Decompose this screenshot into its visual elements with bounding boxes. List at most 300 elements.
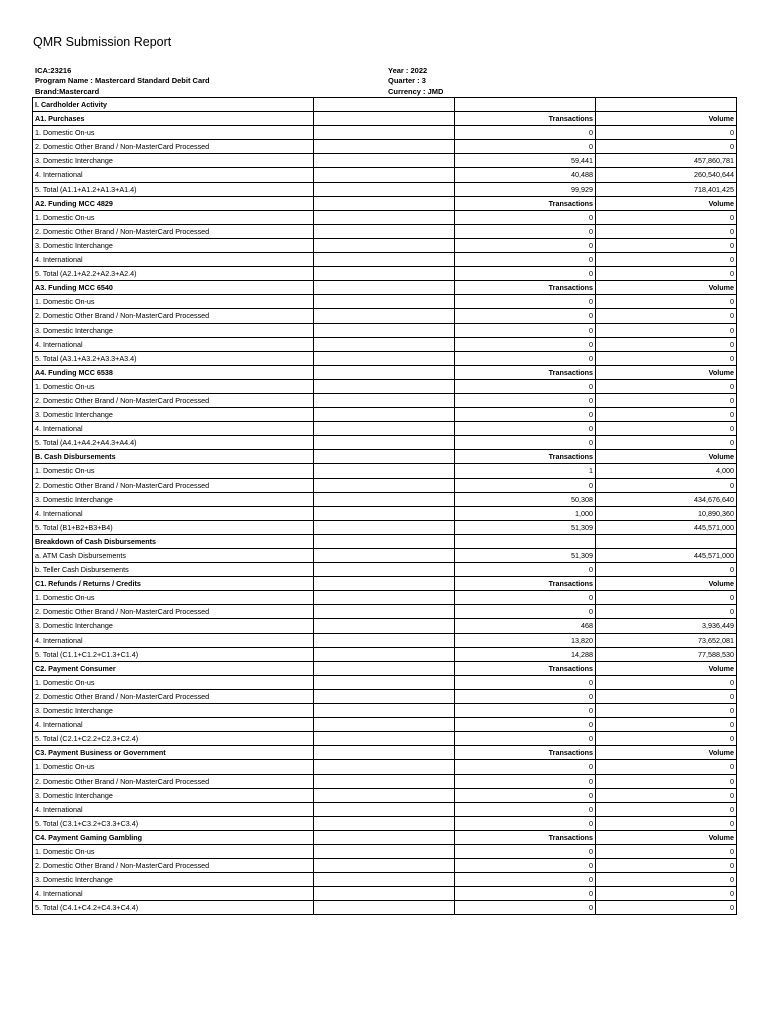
section-header-row <box>33 450 737 464</box>
program-name-label: Program Name : Mastercard Standard Debit Card <box>35 76 210 86</box>
volume-header-cell: Volume <box>596 577 737 591</box>
blank-cell <box>314 619 455 633</box>
blank-cell <box>314 154 455 168</box>
blank-cell <box>314 140 455 154</box>
blank-cell <box>314 760 455 774</box>
row-label-cell: 2. Domestic Other Brand / Non-MasterCard Processed <box>33 774 314 788</box>
table-row <box>33 408 737 422</box>
section-title-cell: A2. Funding MCC 4829 <box>33 196 314 210</box>
blank-cell <box>314 830 455 844</box>
volume-cell: 0 <box>596 309 737 323</box>
blank-cell <box>314 295 455 309</box>
row-label-cell: 1. Domestic On-us <box>33 760 314 774</box>
table-row <box>33 520 737 534</box>
transactions-cell: 0 <box>455 901 596 915</box>
table-row <box>33 140 737 154</box>
volume-cell: 0 <box>596 337 737 351</box>
transactions-header-cell: Transactions <box>455 196 596 210</box>
section-title-cell: B. Cash Disbursements <box>33 450 314 464</box>
volume-cell: 0 <box>596 732 737 746</box>
row-label-cell: 3. Domestic Interchange <box>33 408 314 422</box>
row-label-cell: 2. Domestic Other Brand / Non-MasterCard Processed <box>33 140 314 154</box>
transactions-cell: 0 <box>455 408 596 422</box>
table-row <box>33 859 737 873</box>
table-row <box>33 704 737 718</box>
table-row <box>33 323 737 337</box>
table-row <box>33 718 737 732</box>
row-label-cell: 3. Domestic Interchange <box>33 619 314 633</box>
blank-cell <box>314 718 455 732</box>
volume-cell: 4,000 <box>596 464 737 478</box>
table-row <box>33 337 737 351</box>
transactions-header-cell: Transactions <box>455 365 596 379</box>
transactions-cell: 50,308 <box>455 492 596 506</box>
blank-cell <box>314 746 455 760</box>
transactions-header-cell: Transactions <box>455 830 596 844</box>
volume-header-cell: Volume <box>596 661 737 675</box>
table-row <box>33 901 737 915</box>
volume-cell: 0 <box>596 844 737 858</box>
table-row <box>33 887 737 901</box>
transactions-header-cell: Transactions <box>455 112 596 126</box>
blank-cell <box>314 126 455 140</box>
blank-cell <box>314 887 455 901</box>
volume-cell: 0 <box>596 802 737 816</box>
blank-cell <box>314 802 455 816</box>
row-label-cell: 4. International <box>33 633 314 647</box>
volume-cell: 0 <box>596 689 737 703</box>
row-label-cell: a. ATM Cash Disbursements <box>33 549 314 563</box>
transactions-cell: 0 <box>455 689 596 703</box>
section-header-row <box>33 281 737 295</box>
transactions-header-cell: Transactions <box>455 281 596 295</box>
table-row <box>33 633 737 647</box>
transactions-cell: 0 <box>455 238 596 252</box>
transactions-cell: 1,000 <box>455 506 596 520</box>
blank-cell <box>314 774 455 788</box>
transactions-cell: 0 <box>455 859 596 873</box>
row-label-cell: 3. Domestic Interchange <box>33 323 314 337</box>
brand-label: Brand:Mastercard <box>35 86 100 96</box>
blank-cell <box>314 647 455 661</box>
row-label-cell: 5. Total (C3.1+C3.2+C3.3+C3.4) <box>33 816 314 830</box>
volume-cell: 0 <box>596 210 737 224</box>
volume-cell: 0 <box>596 887 737 901</box>
volume-cell: 0 <box>596 859 737 873</box>
table-row <box>33 816 737 830</box>
volume-cell: 434,676,640 <box>596 492 737 506</box>
blank-cell <box>314 549 455 563</box>
table-row <box>33 605 737 619</box>
transactions-cell: 99,929 <box>455 182 596 196</box>
transactions-cell: 0 <box>455 788 596 802</box>
volume-header-cell: Volume <box>596 746 737 760</box>
transactions-cell: 51,309 <box>455 549 596 563</box>
volume-cell: 0 <box>596 408 737 422</box>
transactions-cell: 0 <box>455 337 596 351</box>
blank-cell <box>314 422 455 436</box>
transactions-cell: 0 <box>455 816 596 830</box>
row-label-cell: 1. Domestic On-us <box>33 126 314 140</box>
section-title-cell: A3. Funding MCC 6540 <box>33 281 314 295</box>
report-meta-left <box>35 66 210 97</box>
table-row <box>33 873 737 887</box>
section-header-row <box>33 365 737 379</box>
volume-cell: 0 <box>596 351 737 365</box>
section-title-cell: C4. Payment Gaming Gambling <box>33 830 314 844</box>
row-label-cell: 1. Domestic On-us <box>33 844 314 858</box>
blank-cell <box>314 534 455 548</box>
transactions-cell: 0 <box>455 126 596 140</box>
volume-header-cell: Volume <box>596 450 737 464</box>
report-table-body <box>33 98 737 915</box>
section-header-row <box>33 98 737 112</box>
section-header-row <box>33 830 737 844</box>
volume-cell: 77,588,530 <box>596 647 737 661</box>
section-header-row <box>33 577 737 591</box>
volume-header-cell: Volume <box>596 365 737 379</box>
blank-cell <box>314 436 455 450</box>
volume-cell: 0 <box>596 605 737 619</box>
table-row <box>33 295 737 309</box>
section-title-cell: C3. Payment Business or Government <box>33 746 314 760</box>
row-label-cell: 3. Domestic Interchange <box>33 154 314 168</box>
row-label-cell: 4. International <box>33 422 314 436</box>
row-label-cell: 4. International <box>33 168 314 182</box>
transactions-cell: 0 <box>455 563 596 577</box>
transactions-cell: 0 <box>455 323 596 337</box>
blank-cell <box>314 393 455 407</box>
table-row <box>33 689 737 703</box>
transactions-cell: 0 <box>455 393 596 407</box>
blank-cell <box>314 605 455 619</box>
row-label-cell: 2. Domestic Other Brand / Non-MasterCard Processed <box>33 393 314 407</box>
row-label-cell: 2. Domestic Other Brand / Non-MasterCard Processed <box>33 224 314 238</box>
table-row <box>33 675 737 689</box>
blank-cell <box>314 563 455 577</box>
table-row <box>33 210 737 224</box>
transactions-header-cell <box>455 534 596 548</box>
blank-cell <box>314 816 455 830</box>
blank-cell <box>314 506 455 520</box>
blank-cell <box>314 675 455 689</box>
transactions-cell: 0 <box>455 873 596 887</box>
blank-cell <box>314 661 455 675</box>
row-label-cell: 2. Domestic Other Brand / Non-MasterCard Processed <box>33 859 314 873</box>
transactions-cell: 0 <box>455 844 596 858</box>
transactions-header-cell: Transactions <box>455 661 596 675</box>
row-label-cell: 1. Domestic On-us <box>33 210 314 224</box>
section-title-cell: Breakdown of Cash Disbursements <box>33 534 314 548</box>
volume-header-cell: Volume <box>596 281 737 295</box>
section-header-row <box>33 661 737 675</box>
volume-cell: 0 <box>596 126 737 140</box>
table-row <box>33 126 737 140</box>
transactions-cell: 0 <box>455 379 596 393</box>
table-row <box>33 619 737 633</box>
transactions-cell: 0 <box>455 140 596 154</box>
blank-cell <box>314 577 455 591</box>
volume-cell: 0 <box>596 591 737 605</box>
blank-cell <box>314 732 455 746</box>
row-label-cell: 2. Domestic Other Brand / Non-MasterCard Processed <box>33 605 314 619</box>
transactions-cell: 14,288 <box>455 647 596 661</box>
volume-cell: 260,540,644 <box>596 168 737 182</box>
section-title-cell: A4. Funding MCC 6538 <box>33 365 314 379</box>
transactions-cell: 13,820 <box>455 633 596 647</box>
transactions-cell: 0 <box>455 224 596 238</box>
volume-cell: 0 <box>596 379 737 393</box>
table-row <box>33 802 737 816</box>
transactions-cell: 0 <box>455 309 596 323</box>
volume-cell: 0 <box>596 901 737 915</box>
transactions-cell: 0 <box>455 675 596 689</box>
volume-cell: 0 <box>596 238 737 252</box>
volume-cell: 0 <box>596 718 737 732</box>
volume-cell: 0 <box>596 816 737 830</box>
row-label-cell: 5. Total (B1+B2+B3+B4) <box>33 520 314 534</box>
volume-cell: 0 <box>596 140 737 154</box>
blank-cell <box>314 196 455 210</box>
table-row <box>33 844 737 858</box>
table-row <box>33 267 737 281</box>
volume-cell: 0 <box>596 760 737 774</box>
transactions-cell: 0 <box>455 718 596 732</box>
row-label-cell: 4. International <box>33 337 314 351</box>
table-row <box>33 309 737 323</box>
transactions-cell: 0 <box>455 478 596 492</box>
volume-header-cell: Volume <box>596 830 737 844</box>
row-label-cell: 4. International <box>33 802 314 816</box>
row-label-cell: 3. Domestic Interchange <box>33 788 314 802</box>
table-row <box>33 379 737 393</box>
transactions-cell: 0 <box>455 436 596 450</box>
row-label-cell: 5. Total (C2.1+C2.2+C2.3+C2.4) <box>33 732 314 746</box>
row-label-cell: 5. Total (C1.1+C1.2+C1.3+C1.4) <box>33 647 314 661</box>
table-row <box>33 732 737 746</box>
blank-cell <box>314 464 455 478</box>
transactions-cell: 0 <box>455 704 596 718</box>
row-label-cell: 4. International <box>33 718 314 732</box>
blank-cell <box>314 478 455 492</box>
table-row <box>33 182 737 196</box>
transactions-cell: 0 <box>455 253 596 267</box>
volume-cell: 0 <box>596 563 737 577</box>
table-row <box>33 549 737 563</box>
table-row <box>33 253 737 267</box>
volume-cell: 0 <box>596 436 737 450</box>
volume-cell: 0 <box>596 295 737 309</box>
transactions-header-cell: Transactions <box>455 577 596 591</box>
volume-header-cell: Volume <box>596 112 737 126</box>
row-label-cell: 2. Domestic Other Brand / Non-MasterCard Processed <box>33 309 314 323</box>
row-label-cell: 5. Total (A2.1+A2.2+A2.3+A2.4) <box>33 267 314 281</box>
section-title-cell: C2. Payment Consumer <box>33 661 314 675</box>
row-label-cell: 3. Domestic Interchange <box>33 873 314 887</box>
transactions-cell: 40,488 <box>455 168 596 182</box>
quarter-label: Quarter : 3 <box>388 76 426 86</box>
row-label-cell: 2. Domestic Other Brand / Non-MasterCard Processed <box>33 478 314 492</box>
transactions-cell: 51,309 <box>455 520 596 534</box>
blank-cell <box>314 365 455 379</box>
blank-cell <box>314 98 455 112</box>
transactions-header-cell <box>455 98 596 112</box>
blank-cell <box>314 591 455 605</box>
blank-cell <box>314 309 455 323</box>
row-label-cell: 1. Domestic On-us <box>33 675 314 689</box>
transactions-cell: 0 <box>455 267 596 281</box>
volume-cell: 0 <box>596 774 737 788</box>
volume-cell: 0 <box>596 323 737 337</box>
blank-cell <box>314 704 455 718</box>
volume-cell: 73,652,081 <box>596 633 737 647</box>
report-table <box>32 97 737 915</box>
volume-cell: 0 <box>596 704 737 718</box>
section-title-cell: A1. Purchases <box>33 112 314 126</box>
volume-cell: 0 <box>596 422 737 436</box>
table-row <box>33 393 737 407</box>
section-header-row <box>33 112 737 126</box>
table-row <box>33 774 737 788</box>
row-label-cell: 5. Total (A4.1+A4.2+A4.3+A4.4) <box>33 436 314 450</box>
volume-cell: 0 <box>596 788 737 802</box>
blank-cell <box>314 323 455 337</box>
table-row <box>33 224 737 238</box>
table-row <box>33 464 737 478</box>
transactions-cell: 0 <box>455 760 596 774</box>
transactions-cell: 0 <box>455 802 596 816</box>
transactions-cell: 0 <box>455 351 596 365</box>
transactions-cell: 0 <box>455 295 596 309</box>
table-row <box>33 238 737 252</box>
blank-cell <box>314 253 455 267</box>
blank-cell <box>314 224 455 238</box>
transactions-cell: 0 <box>455 605 596 619</box>
volume-cell: 0 <box>596 253 737 267</box>
transactions-cell: 468 <box>455 619 596 633</box>
volume-cell: 718,401,425 <box>596 182 737 196</box>
transactions-cell: 0 <box>455 591 596 605</box>
report-meta-right <box>388 66 443 97</box>
year-label: Year : 2022 <box>388 66 428 75</box>
blank-cell <box>314 168 455 182</box>
blank-cell <box>314 351 455 365</box>
blank-cell <box>314 238 455 252</box>
volume-cell: 445,571,000 <box>596 520 737 534</box>
table-row <box>33 760 737 774</box>
row-label-cell: 5. Total (A3.1+A3.2+A3.3+A3.4) <box>33 351 314 365</box>
row-label-cell: 3. Domestic Interchange <box>33 238 314 252</box>
table-row <box>33 168 737 182</box>
blank-cell <box>314 210 455 224</box>
table-row <box>33 563 737 577</box>
transactions-header-cell: Transactions <box>455 746 596 760</box>
blank-cell <box>314 901 455 915</box>
section-header-row <box>33 196 737 210</box>
transactions-header-cell: Transactions <box>455 450 596 464</box>
blank-cell <box>314 408 455 422</box>
table-row <box>33 478 737 492</box>
report-title: QMR Submission Report <box>33 35 172 49</box>
blank-cell <box>314 844 455 858</box>
row-label-cell: 1. Domestic On-us <box>33 464 314 478</box>
blank-cell <box>314 281 455 295</box>
blank-cell <box>314 873 455 887</box>
blank-cell <box>314 689 455 703</box>
section-header-row <box>33 534 737 548</box>
volume-cell: 3,936,449 <box>596 619 737 633</box>
transactions-cell: 0 <box>455 732 596 746</box>
blank-cell <box>314 450 455 464</box>
blank-cell <box>314 859 455 873</box>
section-title-cell: C1. Refunds / Returns / Credits <box>33 577 314 591</box>
row-label-cell: b. Teller Cash Disbursements <box>33 563 314 577</box>
transactions-cell: 1 <box>455 464 596 478</box>
table-row <box>33 492 737 506</box>
blank-cell <box>314 492 455 506</box>
table-row <box>33 506 737 520</box>
row-label-cell: 4. International <box>33 506 314 520</box>
volume-header-cell: Volume <box>596 196 737 210</box>
blank-cell <box>314 112 455 126</box>
blank-cell <box>314 788 455 802</box>
transactions-cell: 0 <box>455 887 596 901</box>
volume-header-cell <box>596 534 737 548</box>
blank-cell <box>314 182 455 196</box>
volume-cell: 0 <box>596 393 737 407</box>
transactions-cell: 59,441 <box>455 154 596 168</box>
table-row <box>33 351 737 365</box>
volume-cell: 0 <box>596 675 737 689</box>
volume-cell: 0 <box>596 478 737 492</box>
table-row <box>33 436 737 450</box>
row-label-cell: 5. Total (C4.1+C4.2+C4.3+C4.4) <box>33 901 314 915</box>
row-label-cell: 5. Total (A1.1+A1.2+A1.3+A1.4) <box>33 182 314 196</box>
transactions-cell: 0 <box>455 210 596 224</box>
blank-cell <box>314 633 455 647</box>
volume-cell: 0 <box>596 267 737 281</box>
table-row <box>33 422 737 436</box>
blank-cell <box>314 267 455 281</box>
table-row <box>33 154 737 168</box>
ica-label: ICA:23216 <box>35 66 72 75</box>
blank-cell <box>314 337 455 351</box>
row-label-cell: 4. International <box>33 887 314 901</box>
table-row <box>33 591 737 605</box>
row-label-cell: 1. Domestic On-us <box>33 591 314 605</box>
section-title-cell: I. Cardholder Activity <box>33 98 314 112</box>
volume-cell: 10,890,360 <box>596 506 737 520</box>
blank-cell <box>314 379 455 393</box>
transactions-cell: 0 <box>455 422 596 436</box>
section-header-row <box>33 746 737 760</box>
volume-cell: 457,860,781 <box>596 154 737 168</box>
transactions-cell: 0 <box>455 774 596 788</box>
row-label-cell: 3. Domestic Interchange <box>33 492 314 506</box>
volume-cell: 0 <box>596 873 737 887</box>
table-row <box>33 647 737 661</box>
currency-label: Currency : JMD <box>388 86 444 96</box>
table-row <box>33 788 737 802</box>
row-label-cell: 4. International <box>33 253 314 267</box>
blank-cell <box>314 520 455 534</box>
volume-header-cell <box>596 98 737 112</box>
row-label-cell: 3. Domestic Interchange <box>33 704 314 718</box>
row-label-cell: 2. Domestic Other Brand / Non-MasterCard Processed <box>33 689 314 703</box>
row-label-cell: 1. Domestic On-us <box>33 295 314 309</box>
volume-cell: 0 <box>596 224 737 238</box>
volume-cell: 445,571,000 <box>596 549 737 563</box>
